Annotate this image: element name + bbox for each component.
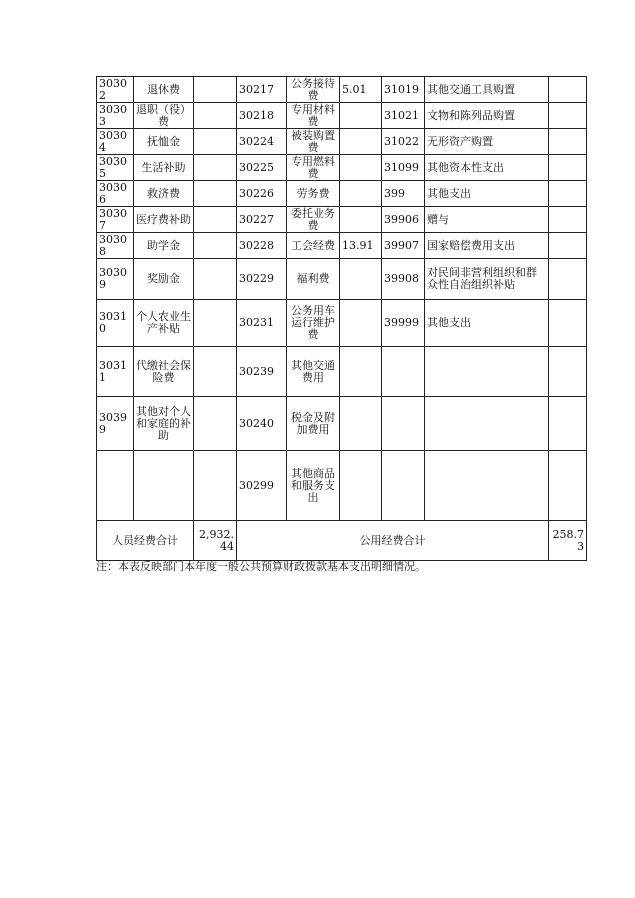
personnel-total-label: 人员经费合计	[97, 521, 194, 561]
cell-amount-2	[340, 129, 382, 155]
cell-code-3	[382, 347, 425, 397]
cell-amount-2	[340, 155, 382, 181]
cell-item-2: 公务用车运行维护费	[287, 300, 340, 347]
cell-code-1: 30303	[97, 103, 134, 129]
cell-code-2: 30227	[237, 207, 287, 233]
table-body	[97, 77, 587, 521]
table-row	[97, 129, 587, 155]
cell-item-2: 专用材料费	[287, 103, 340, 129]
public-total-label: 公用经费合计	[237, 521, 549, 561]
cell-amount-3	[549, 347, 587, 397]
cell-item-3: 无形资产购置	[425, 129, 549, 155]
table-row	[97, 397, 587, 451]
basic-expenditure-table	[96, 76, 587, 561]
table-row	[97, 451, 587, 521]
cell-item-2: 其他商品和服务支出	[287, 451, 340, 521]
cell-code-1: 30307	[97, 207, 134, 233]
cell-item-3	[425, 347, 549, 397]
table-row	[97, 259, 587, 300]
cell-amount-1	[194, 300, 237, 347]
table-row	[97, 300, 587, 347]
cell-code-1: 30399	[97, 397, 134, 451]
cell-amount-1	[194, 259, 237, 300]
cell-amount-1	[194, 181, 237, 207]
cell-item-3: 其他资本性支出	[425, 155, 549, 181]
cell-amount-3	[549, 300, 587, 347]
cell-item-3: 文物和陈列品购置	[425, 103, 549, 129]
cell-code-2: 30225	[237, 155, 287, 181]
table-row	[97, 233, 587, 259]
cell-code-3: 39907	[382, 233, 425, 259]
cell-amount-3	[549, 259, 587, 300]
cell-item-2: 福利费	[287, 259, 340, 300]
cell-item-3: 赠与	[425, 207, 549, 233]
cell-item-2: 工会经费	[287, 233, 340, 259]
cell-amount-1	[194, 155, 237, 181]
cell-code-2: 30240	[237, 397, 287, 451]
cell-code-1: 30306	[97, 181, 134, 207]
cell-item-1: 抚恤金	[134, 129, 194, 155]
cell-code-3	[382, 451, 425, 521]
cell-item-1: 救济费	[134, 181, 194, 207]
table-footnote: 注：本表反映部门本年度一般公共预算财政拨款基本支出明细情况。	[96, 560, 426, 573]
cell-item-2: 其他交通费用	[287, 347, 340, 397]
cell-amount-3	[549, 77, 587, 103]
cell-code-2: 30218	[237, 103, 287, 129]
cell-amount-3	[549, 207, 587, 233]
public-total-amount: 258.73	[549, 521, 587, 561]
cell-amount-2	[340, 207, 382, 233]
table-row	[97, 181, 587, 207]
cell-code-1: 30309	[97, 259, 134, 300]
cell-item-1: 生活补助	[134, 155, 194, 181]
cell-item-1: 医疗费补助	[134, 207, 194, 233]
cell-code-3: 39999	[382, 300, 425, 347]
cell-amount-2	[340, 103, 382, 129]
cell-item-3	[425, 451, 549, 521]
totals-body	[97, 521, 587, 561]
cell-item-3: 其他交通工具购置	[425, 77, 549, 103]
cell-amount-1	[194, 207, 237, 233]
cell-code-2: 30299	[237, 451, 287, 521]
cell-code-1: 30302	[97, 77, 134, 103]
cell-amount-2: 13.91	[340, 233, 382, 259]
cell-amount-2	[340, 397, 382, 451]
cell-amount-1	[194, 129, 237, 155]
table-row	[97, 155, 587, 181]
cell-item-3: 其他支出	[425, 300, 549, 347]
cell-code-2: 30226	[237, 181, 287, 207]
cell-item-2: 税金及附加费用	[287, 397, 340, 451]
cell-amount-2	[340, 451, 382, 521]
cell-item-1: 退职（役）费	[134, 103, 194, 129]
cell-item-2: 劳务费	[287, 181, 340, 207]
cell-code-3: 31019	[382, 77, 425, 103]
cell-amount-3	[549, 129, 587, 155]
cell-item-1: 助学金	[134, 233, 194, 259]
cell-amount-1	[194, 347, 237, 397]
table-row	[97, 207, 587, 233]
table-row	[97, 103, 587, 129]
cell-code-3	[382, 397, 425, 451]
cell-item-1: 个人农业生产补贴	[134, 300, 194, 347]
cell-code-3: 39908	[382, 259, 425, 300]
cell-amount-3	[549, 181, 587, 207]
cell-amount-3	[549, 397, 587, 451]
cell-code-1: 30305	[97, 155, 134, 181]
cell-code-2: 30228	[237, 233, 287, 259]
cell-code-1: 30310	[97, 300, 134, 347]
cell-item-1: 奖励金	[134, 259, 194, 300]
cell-amount-3	[549, 155, 587, 181]
cell-amount-1	[194, 397, 237, 451]
cell-amount-2: 5.01	[340, 77, 382, 103]
cell-code-2: 30231	[237, 300, 287, 347]
cell-code-1: 30304	[97, 129, 134, 155]
cell-item-3: 国家赔偿费用支出	[425, 233, 549, 259]
cell-code-2: 30239	[237, 347, 287, 397]
cell-amount-3	[549, 103, 587, 129]
cell-code-2: 30217	[237, 77, 287, 103]
table-row	[97, 77, 587, 103]
totals-row	[97, 521, 587, 561]
cell-amount-1	[194, 77, 237, 103]
cell-item-1: 退休费	[134, 77, 194, 103]
cell-code-3: 31022	[382, 129, 425, 155]
cell-code-1: 30311	[97, 347, 134, 397]
cell-item-2: 公务接待费	[287, 77, 340, 103]
cell-item-2: 委托业务费	[287, 207, 340, 233]
cell-code-2: 30229	[237, 259, 287, 300]
cell-amount-3	[549, 451, 587, 521]
cell-item-1	[134, 451, 194, 521]
cell-item-2: 专用燃料费	[287, 155, 340, 181]
table-row	[97, 347, 587, 397]
cell-item-1: 代缴社会保险费	[134, 347, 194, 397]
cell-code-2: 30224	[237, 129, 287, 155]
cell-amount-1	[194, 451, 237, 521]
cell-item-2: 被装购置费	[287, 129, 340, 155]
cell-amount-1	[194, 103, 237, 129]
cell-item-3: 对民间非营利组织和群众性自治组织补贴	[425, 259, 549, 300]
cell-amount-2	[340, 259, 382, 300]
cell-code-1	[97, 451, 134, 521]
cell-code-3: 399	[382, 181, 425, 207]
cell-code-3: 31021	[382, 103, 425, 129]
cell-code-3: 39906	[382, 207, 425, 233]
cell-amount-2	[340, 181, 382, 207]
cell-item-3	[425, 397, 549, 451]
cell-amount-1	[194, 233, 237, 259]
cell-code-3: 31099	[382, 155, 425, 181]
cell-amount-3	[549, 233, 587, 259]
cell-item-1: 其他对个人和家庭的补助	[134, 397, 194, 451]
cell-code-1: 30308	[97, 233, 134, 259]
cell-item-3: 其他支出	[425, 181, 549, 207]
personnel-total-amount: 2,932.44	[194, 521, 237, 561]
cell-amount-2	[340, 347, 382, 397]
cell-amount-2	[340, 300, 382, 347]
